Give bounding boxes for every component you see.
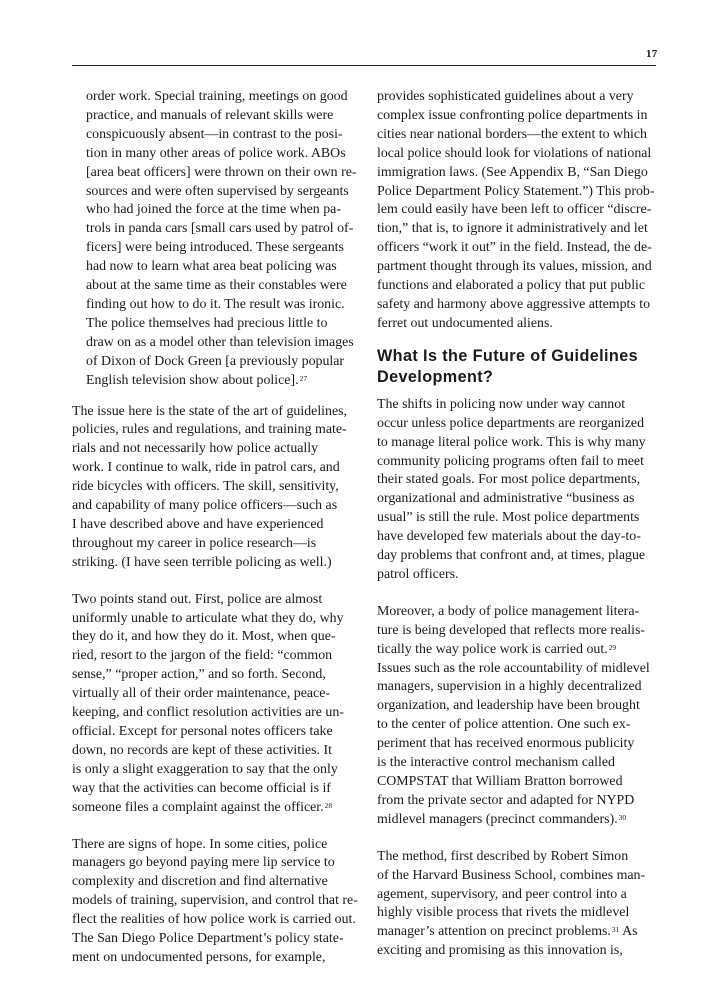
text-line-tail: As — [619, 924, 638, 940]
text-line: uniformly unable to articulate what they do, why — [72, 610, 344, 626]
text-line: partment thought through its values, mission, and — [377, 259, 652, 275]
quote-line: order work. Special training, meetings on good — [86, 89, 348, 104]
text-line: The method, first described by Robert Simon — [377, 848, 629, 864]
block-quote — [72, 88, 362, 391]
text-line: is only a slight exaggeration to say that the only — [72, 761, 338, 777]
quote-line: trols in panda cars [small cars used by patrol of- — [86, 221, 354, 237]
text-line: ture is being developed that reflects more realis- — [377, 622, 646, 638]
text-line: their stated goals. For most police departments, — [377, 472, 641, 488]
text-line: agement, supervisory, and peer control into a — [377, 886, 627, 902]
quote-line: finding out how to do it. The result was ironic. — [86, 296, 345, 312]
text-line: Police Department Policy Statement.”) This prob- — [377, 183, 655, 199]
text-line: tion,” that is, to ignore it administratively and let — [377, 221, 648, 237]
text-line: and capability of many police officers—such as — [72, 498, 338, 514]
text-line: ment on undocumented persons, for example, — [72, 949, 326, 965]
text-line — [72, 799, 362, 818]
paragraph-two-points — [72, 591, 362, 818]
text-line: rials and not necessarily how police actually — [72, 441, 319, 457]
text-line: safety and harmony above aggressive attempts to — [377, 296, 651, 312]
text-line: to manage literal police work. This is why many — [377, 434, 646, 450]
text-line: COMPSTAT that William Bratton borrowed — [377, 774, 623, 789]
text-line: There are signs of hope. In some cities, police — [72, 836, 328, 852]
text-line: ride bicycles with officers. The skill, sensitivity, — [72, 479, 339, 495]
footnote-ref-30[interactable]: 30 — [618, 812, 627, 822]
quote-line: about at the same time as their constables were — [86, 278, 347, 294]
text-line: highly visible process that rivets the midlevel — [377, 905, 630, 921]
text-line: functions and elaborated a policy that put public — [377, 278, 646, 294]
heading-line: Development? — [377, 367, 494, 386]
text-line: striking. (I have seen terrible policing as well.) — [72, 554, 332, 570]
text-line: The shifts in policing now under way cannot — [377, 396, 626, 412]
text-line: Moreover, a body of police management litera- — [377, 603, 640, 619]
quote-line: sources and were often supervised by sergeants — [86, 183, 349, 199]
text-line: The San Diego Police Department’s policy state- — [72, 931, 344, 947]
footnote-ref-31[interactable]: 31 — [611, 925, 620, 935]
quote-line: The police themselves had precious little to — [86, 315, 328, 331]
text-line: organization, and leadership have been brought — [377, 698, 640, 714]
quote-line: draw on as a model other than television images — [86, 334, 354, 350]
text-line: of the Harvard Business School, combines man- — [377, 867, 646, 883]
text-line: exciting and promising as this innovation is, — [377, 943, 623, 959]
text-line: Two points stand out. First, police are almost — [72, 591, 323, 607]
quote-line: who had joined the force at the time when pa- — [86, 202, 341, 218]
heading-line: What Is the Future of Guidelines — [377, 346, 639, 365]
text-line-content: someone files a complaint against the officer. — [72, 799, 324, 815]
text-line: sense,” “proper action,” and so forth. Second, — [72, 667, 326, 683]
text-line: I have described above and have experienced — [72, 516, 324, 532]
text-line-content: manager’s attention on precinct problems. — [377, 924, 611, 940]
paragraph-san-diego-continued — [377, 88, 659, 334]
paragraph-method — [377, 848, 659, 961]
text-line — [377, 923, 659, 942]
text-line: managers, supervision in a highly decentralized — [377, 679, 642, 695]
text-line: flect the realities of how police work is carried out. — [72, 912, 356, 928]
text-line: work. I continue to walk, ride in patrol cars, and — [72, 460, 340, 476]
text-line: day problems that confront and, at times, plague — [377, 548, 646, 564]
text-line: ferret out undocumented aliens. — [377, 315, 553, 331]
right-column — [377, 88, 659, 979]
text-line: cities near national borders—the extent to which — [377, 126, 648, 142]
text-line: keeping, and conflict resolution activities are un- — [72, 705, 344, 721]
quote-line-text: English television show about police]. — [86, 372, 299, 388]
footnote-ref-28[interactable]: 28 — [324, 800, 333, 810]
text-line: virtually all of their order maintenance, peace- — [72, 686, 331, 702]
header-rule — [72, 65, 656, 66]
page-number: 17 — [646, 48, 658, 60]
left-column — [72, 88, 362, 986]
text-line: periment that has received enormous publicity — [377, 736, 635, 752]
footnote-ref-29[interactable]: 29 — [608, 642, 617, 652]
text-line — [377, 811, 659, 830]
text-line: occur unless police departments are reorganized — [377, 415, 645, 431]
text-line: patrol officers. — [377, 566, 459, 582]
text-line-content: midlevel managers (precinct commanders). — [377, 811, 618, 827]
section-heading — [377, 346, 659, 388]
text-line: local police should look for violations of national — [377, 145, 652, 161]
text-line: down, no records are kept of these activities. It — [72, 742, 332, 758]
text-line: is the interactive control mechanism called — [377, 755, 615, 771]
text-line: have developed few materials about the day-to- — [377, 529, 641, 545]
text-line-content: tically the way police work is carried out. — [377, 641, 608, 657]
quote-line: practice, and manuals of relevant skills were — [86, 107, 334, 123]
paragraph-guidelines-state — [72, 403, 362, 573]
quote-line: ficers] were being introduced. These sergeants — [86, 240, 344, 256]
quote-line: [area beat officers] were thrown on their own re- — [86, 164, 357, 180]
quote-line: had now to learn what area beat policing was — [86, 259, 337, 275]
text-line: managers go beyond paying mere lip service to — [72, 855, 335, 871]
text-line: immigration laws. (See Appendix B, “San Diego — [377, 164, 648, 180]
text-line: Issues such as the role accountability of midlevel — [377, 660, 650, 676]
text-line: models of training, supervision, and control that re- — [72, 893, 358, 909]
paragraph-management-literature — [377, 603, 659, 830]
text-line — [377, 641, 659, 660]
paragraph-signs-of-hope — [72, 836, 362, 968]
text-line: usual” is still the rule. Most police departments — [377, 510, 640, 526]
quote-line — [72, 372, 362, 391]
text-line: ried, resort to the jargon of the field: “common — [72, 648, 333, 664]
text-line: The issue here is the state of the art of guidelines, — [72, 403, 348, 419]
text-line: complexity and discretion and find alternative — [72, 874, 328, 890]
footnote-ref-27[interactable]: 27 — [299, 373, 308, 383]
text-line: complex issue confronting police departments in — [377, 107, 648, 123]
text-line: policies, rules and regulations, and training mate- — [72, 422, 347, 438]
text-line: officers “work it out” in the field. Instead, the de- — [377, 240, 652, 256]
text-line: way that the activities can become official is if — [72, 780, 331, 796]
text-line: to the center of police attention. One such ex- — [377, 717, 631, 733]
quote-line: conspicuously absent—in contrast to the posi- — [86, 126, 343, 142]
text-line: organizational and administrative “business as — [377, 491, 635, 507]
text-line: they do it, and how they do it. Most, when que- — [72, 629, 336, 645]
text-line: throughout my career in police research—is — [72, 535, 317, 551]
text-line: official. Except for personal notes officers take — [72, 724, 333, 739]
paragraph-shifts-in-policing — [377, 396, 659, 585]
text-line: from the private sector and adapted for NYPD — [377, 792, 635, 808]
quote-line: of Dixon of Dock Green [a previously popular — [86, 353, 345, 369]
text-line: provides sophisticated guidelines about a very — [377, 89, 634, 104]
text-line: lem could easily have been left to officer “discre- — [377, 202, 652, 218]
text-line: community policing programs often fail to meet — [377, 453, 644, 469]
quote-line: tion in many other areas of police work. ABOs — [86, 145, 346, 161]
